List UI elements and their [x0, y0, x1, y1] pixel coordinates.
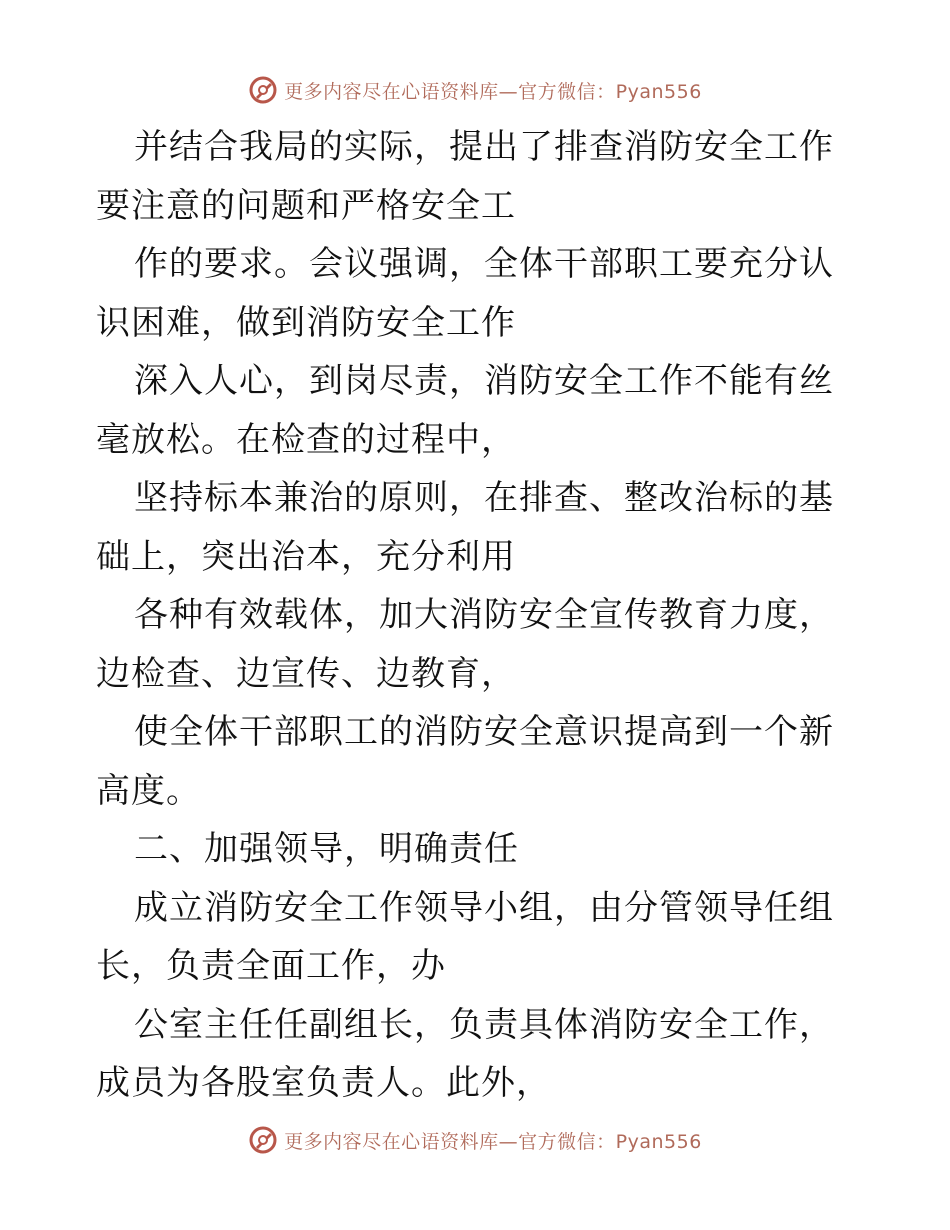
- paragraph: 使全体干部职工的消防安全意识提高到一个新高度。: [96, 712, 834, 811]
- quill-seal-icon: [248, 75, 278, 105]
- watermark-text: 更多内容尽在心语资料库—官方微信：Pyan556: [284, 1130, 702, 1153]
- section-heading: 二、加强领导，明确责任: [134, 829, 519, 869]
- document-body: [96, 118, 856, 1113]
- paragraph: 公室主任任副组长，负责具体消防安全工作，成员为各股室负责人。此外，: [96, 1004, 834, 1103]
- footer-watermark: [0, 1120, 950, 1160]
- paragraph: 作的要求。会议强调，全体干部职工要充分认识困难，做到消防安全工作: [96, 244, 834, 343]
- quill-seal-icon: [248, 1125, 278, 1155]
- paragraph: 并结合我局的实际，提出了排查消防安全工作要注意的问题和严格安全工: [96, 127, 834, 226]
- header-watermark: [0, 70, 950, 110]
- paragraph: 成立消防安全工作领导小组，由分管领导任组长，负责全面工作，办: [96, 887, 834, 986]
- paragraph: 各种有效载体，加大消防安全宣传教育力度，边检查、边宣传、边教育，: [96, 595, 834, 694]
- paragraph: 深入人心，到岗尽责，消防安全工作不能有丝毫放松。在检查的过程中，: [96, 361, 834, 460]
- watermark-group: [248, 1125, 702, 1155]
- paragraph: 坚持标本兼治的原则，在排查、整改治标的基础上，突出治本，充分利用: [96, 478, 834, 577]
- watermark-group: [248, 75, 702, 105]
- watermark-text: 更多内容尽在心语资料库—官方微信：Pyan556: [284, 80, 702, 103]
